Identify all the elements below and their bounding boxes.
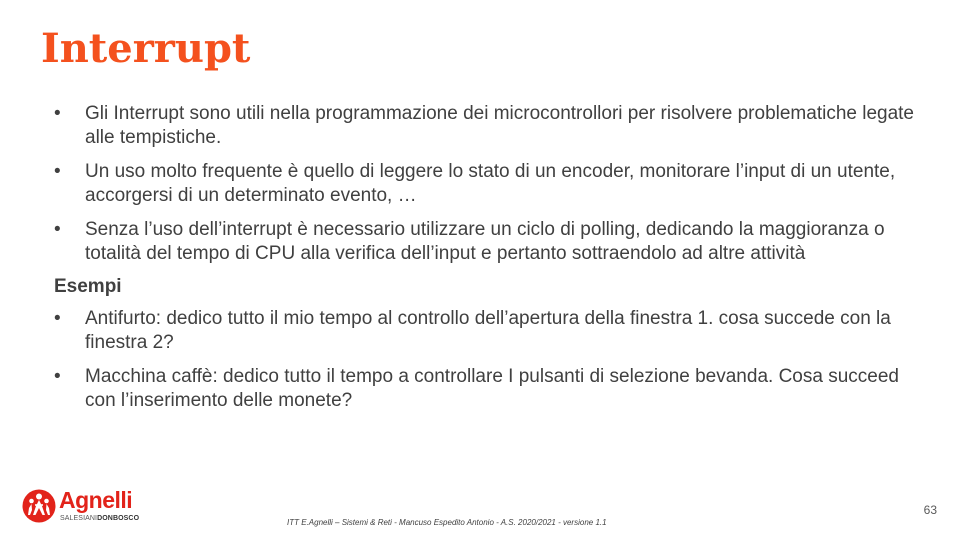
slide-title: Interrupt [41,25,251,72]
list-item [54,218,914,266]
list-item [54,307,914,355]
bullet-text: Macchina caffè: dedico tutto il tempo a controllare I pulsanti di selezione bevanda. Cosa succeed con l’inserimento delle monete? [85,366,899,411]
bullet-text: Senza l’uso dell’interrupt è necessario utilizzare un ciclo di polling, dedicando la maggioranza o totalità del tempo di CPU alla verifica dell’input e pertanto sottraendolo ad altre attività [85,219,885,264]
bullet-text: Gli Interrupt sono utili nella programmazione dei microcontrollori per risolvere problematiche legate alle tempistiche. [85,103,914,148]
bullet-icon: • [54,103,61,124]
bullet-icon: • [54,366,61,387]
agnelli-emblem-icon [22,489,56,523]
list-item [54,365,914,413]
section-heading: Esempi [54,276,122,297]
bullet-icon: • [54,219,61,240]
bullet-list-examples [54,307,914,413]
agnelli-logo [22,489,142,527]
footer-text: ITT E.Agnelli – Sistemi & Reti - Mancuso Espedito Antonio - A.S. 2020/2021 - versione 1.1 [287,518,607,527]
list-item [54,160,914,208]
logo-name: Agnelli [59,487,133,513]
bullet-text: Antifurto: dedico tutto il mio tempo al controllo dell’apertura della finestra 1. cosa succede con la finestra 2? [85,308,891,353]
bullet-icon: • [54,161,61,182]
bullet-text: Un uso molto frequente è quello di leggere lo stato di un encoder, monitorare l’input di un utente, accorgersi di un determinato evento, … [85,161,896,206]
logo-subtitle: SALESIANIDONBOSCO [60,515,140,522]
bullet-icon: • [54,308,61,329]
page-number: 63 [923,503,937,517]
list-item [54,102,914,150]
bullet-list-intro [54,102,914,266]
slide-content [54,102,914,423]
